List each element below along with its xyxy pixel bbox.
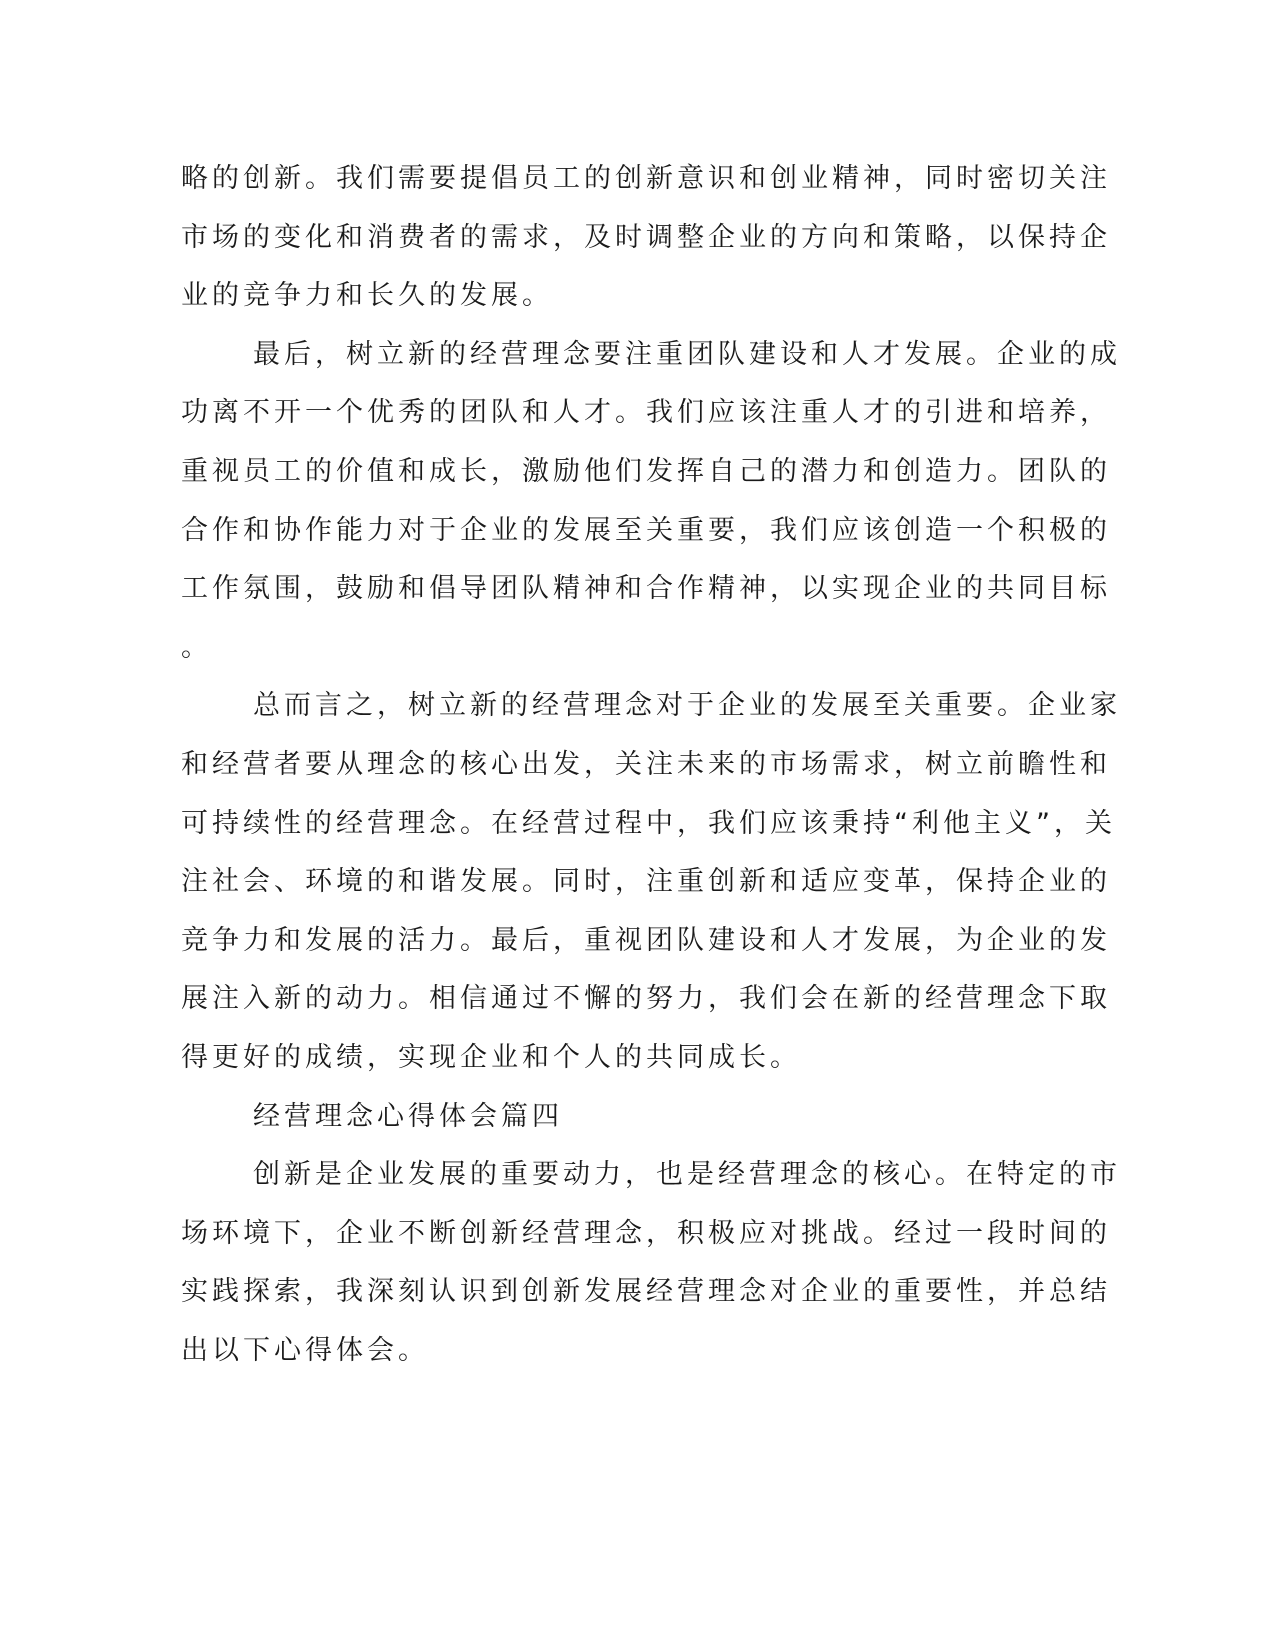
text-line: 功离不开一个优秀的团队和人才。我们应该注重人才的引进和培养，	[181, 397, 1111, 429]
text-line: 可持续性的经营理念。在经营过程中，我们应该秉持“利他主义”，关	[181, 807, 1116, 839]
text-line: 出以下心得体会。	[181, 1334, 429, 1366]
text-line: 略的创新。我们需要提倡员工的创新意识和创业精神，同时密切关注	[181, 163, 1111, 194]
text-line: 工作氛围，鼓励和倡导团队精神和合作精神，以实现企业的共同目标	[181, 573, 1111, 605]
text-line: 业的竞争力和长久的发展。	[181, 280, 553, 312]
text-line: 实践探索，我深刻认识到创新发展经营理念对企业的重要性，并总结	[181, 1276, 1111, 1308]
paragraph-start-line: 创新是企业发展的重要动力，也是经营理念的核心。在特定的市	[253, 1159, 1121, 1191]
text-line: 市场的变化和消费者的需求，及时调整企业的方向和策略，以保持企	[181, 221, 1111, 253]
paragraph-start-line: 总而言之，树立新的经营理念对于企业的发展至关重要。企业家	[253, 690, 1121, 722]
text-line: 重视员工的价值和成长，激励他们发挥自己的潜力和创造力。团队的	[181, 455, 1111, 487]
section-heading: 经营理念心得体会篇四	[253, 1100, 563, 1132]
text-line: 注社会、环境的和谐发展。同时，注重创新和适应变革，保持企业的	[181, 866, 1111, 898]
text-line: 合作和协作能力对于企业的发展至关重要，我们应该创造一个积极的	[181, 514, 1111, 546]
text-line: 得更好的成绩，实现企业和个人的共同成长。	[181, 1041, 801, 1073]
paragraph-start-line: 最后，树立新的经营理念要注重团队建设和人才发展。企业的成	[253, 338, 1121, 370]
text-line: 。	[181, 631, 212, 663]
text-line: 场环境下，企业不断创新经营理念，积极应对挑战。经过一段时间的	[181, 1217, 1111, 1249]
text-line: 和经营者要从理念的核心出发，关注未来的市场需求，树立前瞻性和	[181, 748, 1111, 780]
text-line: 竞争力和发展的活力。最后，重视团队建设和人才发展，为企业的发	[181, 924, 1111, 956]
text-line: 展注入新的动力。相信通过不懈的努力，我们会在新的经营理念下取	[181, 983, 1111, 1015]
document-body	[181, 150, 1121, 1380]
